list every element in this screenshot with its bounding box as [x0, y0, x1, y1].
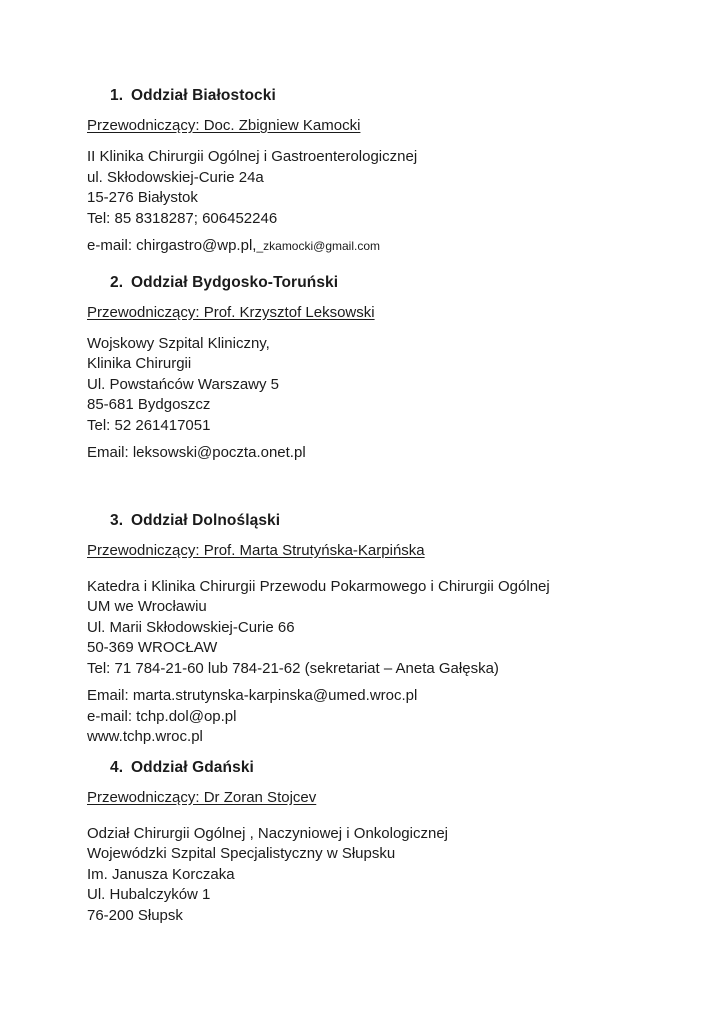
address-line: Wojewódzki Szpital Specjalistyczny w Słupsku: [87, 845, 396, 862]
address-line: Odział Chirurgii Ogólnej , Naczyniowej i Onkologicznej: [87, 824, 448, 842]
address-line: Ul. Marii Skłodowskiej-Curie 66: [87, 618, 295, 636]
address-line: 76-200 Słupsk: [87, 906, 183, 924]
email-line: [87, 236, 667, 257]
section-title: [110, 757, 667, 778]
email-line: Email: leksowski@poczta.onet.pl: [87, 444, 306, 461]
chair-line: Przewodniczący: Dr Zoran Stojcev: [87, 788, 317, 806]
section-title-text: Oddział Dolnośląski: [131, 511, 281, 529]
address-line: Im. Janusza Korczaka: [87, 865, 235, 883]
chair-line: Przewodniczący: Doc. Zbigniew Kamocki: [87, 117, 361, 134]
address-line: 50-369 WROCŁAW: [87, 639, 218, 656]
address-line: Ul. Powstańców Warszawy 5: [87, 375, 279, 393]
address-line: UM we Wrocławiu: [87, 598, 207, 615]
address-line: ul. Skłodowskiej-Curie 24a: [87, 168, 264, 186]
email-line: Email: marta.strutynska-karpinska@umed.wroc.pl: [87, 687, 418, 704]
section-number: 1.: [110, 87, 124, 104]
address-line: Klinika Chirurgii: [87, 355, 192, 372]
email-secondary: zkamocki@gmail.com: [263, 239, 381, 253]
address-block: [87, 147, 667, 229]
email-separator: _: [256, 239, 264, 253]
chair-line: Przewodniczący: Prof. Krzysztof Leksowski: [87, 303, 375, 321]
address-block: [87, 334, 667, 437]
address-line: Ul. Hubalczyków 1: [87, 886, 211, 903]
section-title: [110, 85, 667, 106]
section-title: [110, 272, 667, 293]
section-gdanski: [87, 757, 667, 927]
address-line: 85-681 Bydgoszcz: [87, 396, 211, 413]
email-main: e-mail: chirgastro@wp.pl,: [87, 237, 257, 254]
section-number: 3.: [110, 511, 124, 529]
address-block: [87, 824, 667, 927]
email-line: e-mail: tchp.dol@op.pl: [87, 707, 237, 725]
section-number: 2.: [110, 273, 124, 291]
address-line: Katedra i Klinika Chirurgii Przewodu Pokarmowego i Chirurgii Ogólnej: [87, 577, 550, 595]
phone-line: Tel: 85 8318287; 606452246: [87, 209, 278, 227]
phone-line: Tel: 71 784-21-60 lub 784-21-62 (sekretariat – Aneta Gałęska): [87, 659, 499, 677]
address-block: [87, 577, 667, 680]
address-line: Wojskowy Szpital Kliniczny,: [87, 334, 270, 352]
phone-line: Tel: 52 261417051: [87, 416, 211, 434]
section-bydgosko-torunski: [87, 272, 667, 464]
contact-block: [87, 686, 667, 748]
address-line: 15-276 Białystok: [87, 189, 198, 206]
section-number: 4.: [110, 758, 124, 776]
section-bialostocki: [87, 85, 667, 257]
address-line: II Klinika Chirurgii Ogólnej i Gastroenterologicznej: [87, 148, 418, 165]
section-title: [110, 510, 667, 531]
chair-line: Przewodniczący: Prof. Marta Strutyńska-Karpińska: [87, 541, 425, 559]
section-title-text: Oddział Gdański: [131, 758, 254, 776]
website-line: www.tchp.wroc.pl: [87, 728, 203, 745]
section-title-text: Oddział Białostocki: [131, 87, 276, 104]
section-title-text: Oddział Bydgosko-Toruński: [131, 273, 339, 291]
section-dolnoslaski: [87, 510, 667, 748]
